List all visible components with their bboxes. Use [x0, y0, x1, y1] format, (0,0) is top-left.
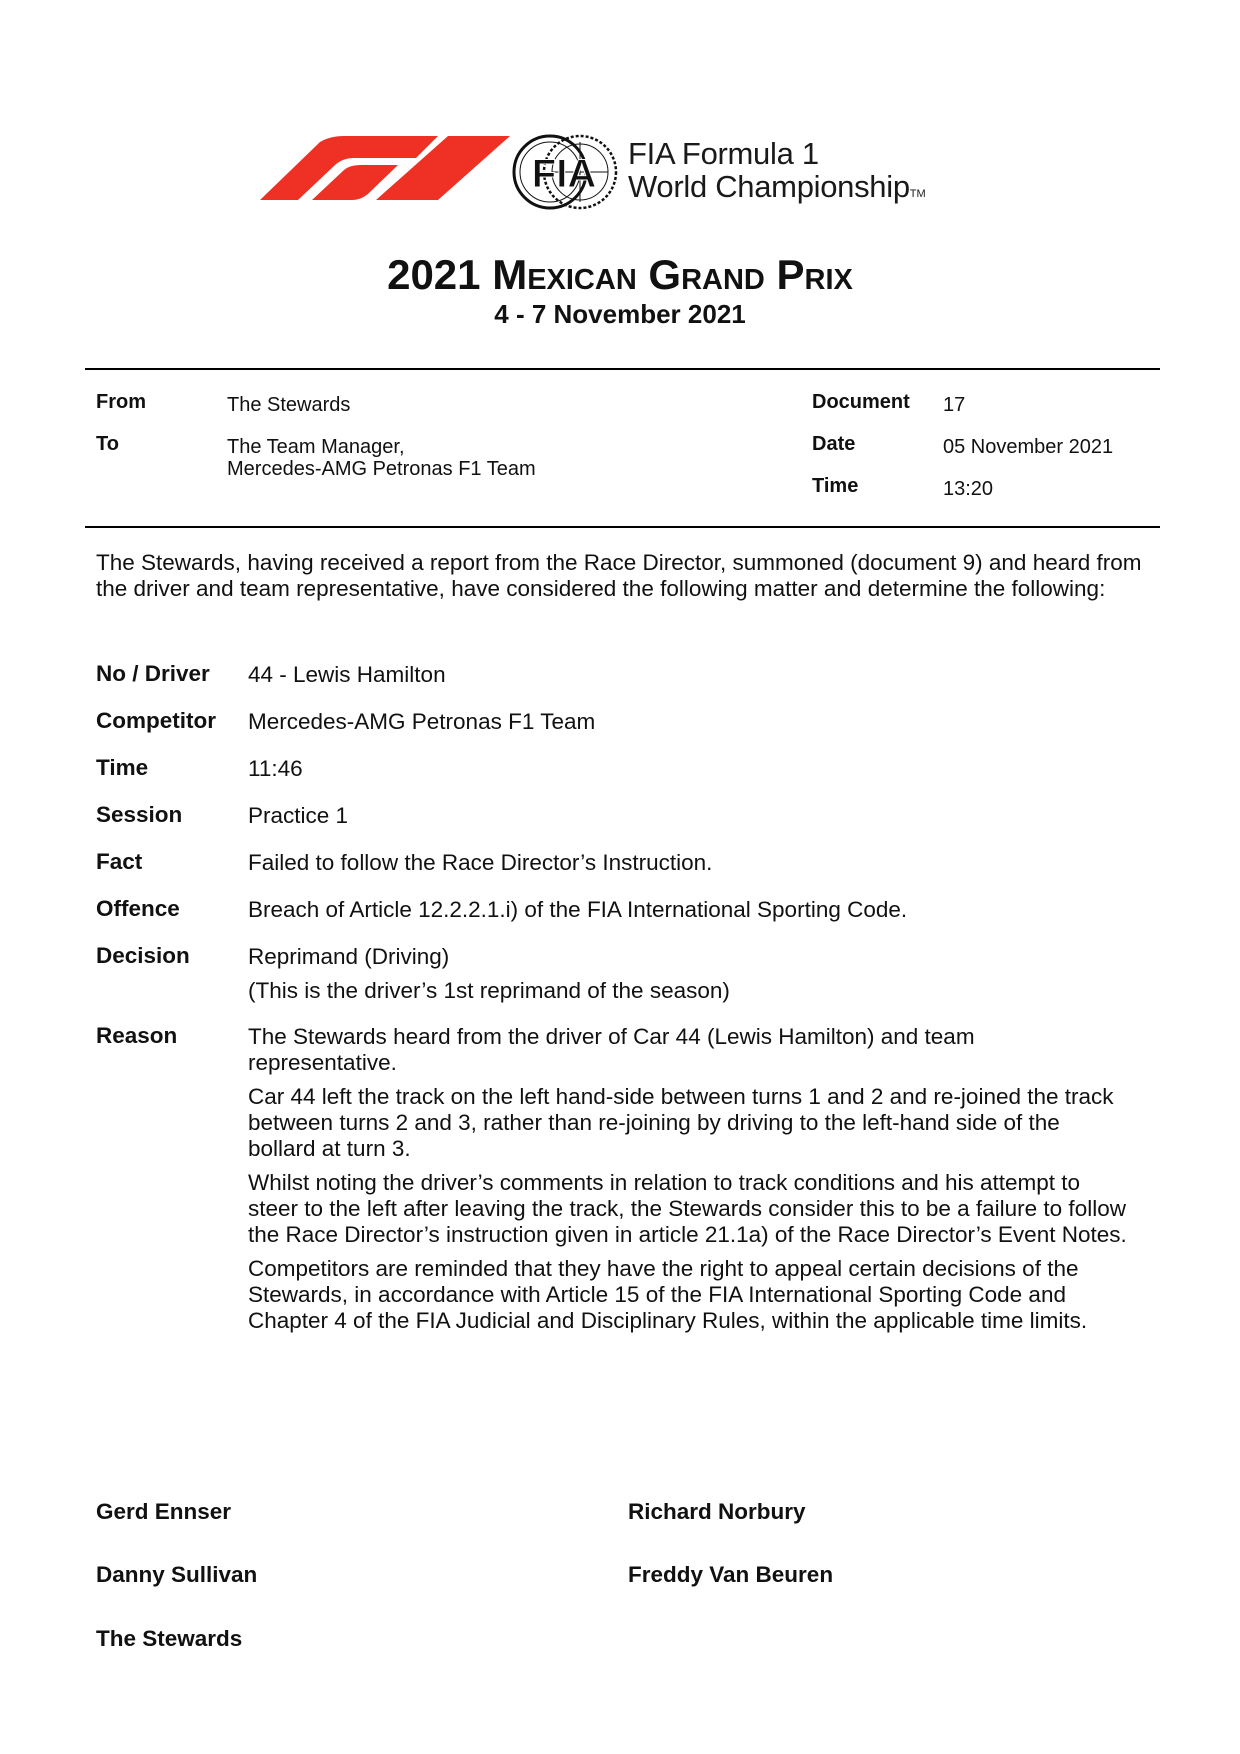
time-label: Time — [812, 475, 859, 497]
driver-label: No / Driver — [96, 661, 210, 686]
decision-value — [248, 944, 1148, 1004]
logo-wordmark — [628, 137, 926, 211]
decision-note: (This is the driver’s 1st reprimand of the season) — [248, 978, 730, 1003]
session-value: Practice 1 — [248, 803, 349, 828]
date-label: Date — [812, 433, 856, 455]
divider-bottom — [85, 526, 1160, 528]
decision-text: Reprimand (Driving) — [248, 944, 450, 969]
date-value: 05 November 2021 — [943, 436, 1114, 458]
offence-value: Breach of Article 12.2.2.1.i) of the FIA International Sporting Code. — [248, 897, 908, 922]
steward-name: Freddy Van Beuren — [628, 1562, 834, 1587]
driver-value: 44 - Lewis Hamilton — [248, 662, 446, 687]
logo-line-1: FIA Formula 1 — [628, 136, 819, 171]
trademark: TM — [909, 188, 926, 200]
f1-logo — [258, 128, 638, 218]
svg-text:FIA: FIA — [531, 152, 597, 196]
reason-label: Reason — [96, 1023, 178, 1048]
to-label: To — [96, 433, 119, 455]
fact-label: Fact — [96, 849, 143, 874]
event-dates: 4 - 7 November 2021 — [494, 299, 746, 329]
decision-label: Decision — [96, 943, 190, 968]
steward-name: Danny Sullivan — [96, 1562, 258, 1587]
f1-mark-icon — [260, 136, 510, 200]
reason-body — [248, 1024, 1128, 1342]
stewards-footer: The Stewards — [96, 1626, 243, 1651]
from-label: From — [96, 391, 146, 413]
incident-time-label: Time — [96, 755, 149, 780]
divider-top — [85, 368, 1160, 370]
logo-line-2: World ChampionshipTM — [628, 169, 926, 204]
title-event: Mexican Grand Prix — [492, 251, 853, 298]
page-title — [0, 250, 1240, 300]
reason-paragraph: The Stewards heard from the driver of Car 44 (Lewis Hamilton) and team representative. — [248, 1024, 975, 1075]
reason-paragraph: Car 44 left the track on the left hand-side between turns 1 and 2 and re-joined the track between turns 2 and 3, rather than re-joining by driving to the left-hand side of the bollard at turn 3. — [248, 1084, 1114, 1161]
competitor-label: Competitor — [96, 708, 216, 733]
competitor-value: Mercedes-AMG Petronas F1 Team — [248, 709, 596, 734]
title-year: 2021 — [387, 251, 481, 298]
offence-label: Offence — [96, 896, 180, 921]
to-value: The Team Manager, Mercedes-AMG Petronas F1 Team — [227, 436, 536, 480]
intro-paragraph: The Stewards, having received a report from the Race Director, summoned (document 9) and heard from the driver and team representative, have considered the following matter and determine the following: — [96, 550, 1142, 601]
time-value: 13:20 — [943, 478, 994, 500]
session-label: Session — [96, 802, 183, 827]
fact-value: Failed to follow the Race Director’s Instruction. — [248, 850, 713, 875]
steward-name: Gerd Ennser — [96, 1499, 232, 1524]
document-value: 17 — [943, 394, 966, 416]
reason-paragraph: Whilst noting the driver’s comments in relation to track conditions and his attempt to steer to the left after leaving the track, the Stewards consider this to be a failure to follow the Race Director’s instruction given in article 21.1a) of the Race Director’s Event Notes. — [248, 1170, 1127, 1247]
steward-name: Richard Norbury — [628, 1499, 806, 1524]
from-value: The Stewards — [227, 394, 351, 416]
incident-time-value: 11:46 — [248, 756, 303, 781]
reason-paragraph: Competitors are reminded that they have the right to appeal certain decisions of the Stewards, in accordance with Article 15 of the FIA International Sporting Code and Chapter 4 of the FIA Judicial and Disciplinary Rules, within the applicable time limits. — [248, 1256, 1088, 1333]
document-label: Document — [812, 391, 910, 413]
fia-emblem-icon — [514, 136, 616, 208]
